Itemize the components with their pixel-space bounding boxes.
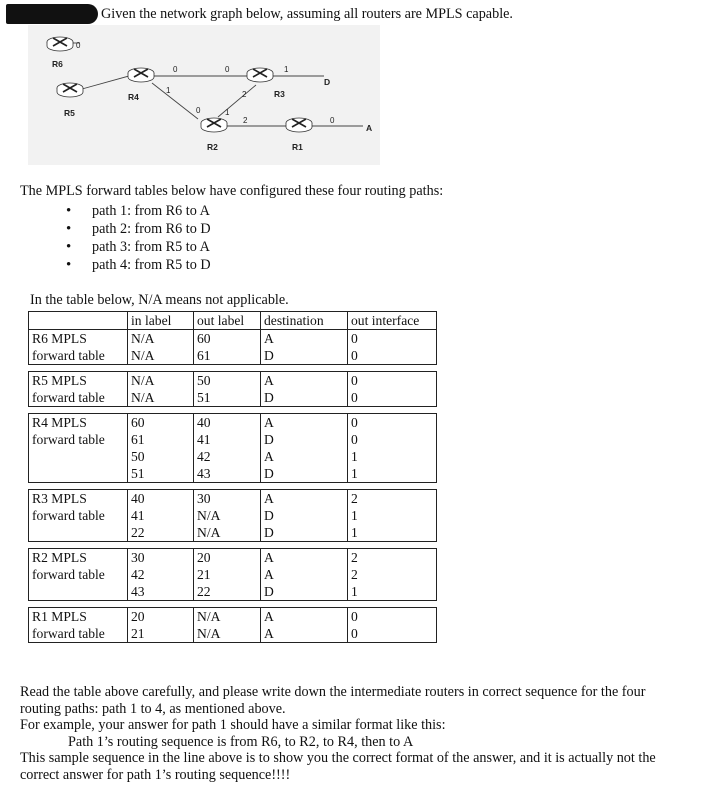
destination-cell <box>261 490 348 542</box>
out-label-value: 61 <box>197 348 211 363</box>
out-interface-cell <box>348 372 437 407</box>
in-label-value: 51 <box>131 466 145 481</box>
table-row <box>29 608 437 643</box>
port-r2-0: 0 <box>196 106 201 115</box>
path-item: • path 3: from R5 to A <box>62 238 211 256</box>
instruction-line: correct answer for path 1’s routing sequence!!!! <box>20 766 291 783</box>
out-interface-value: 0 <box>351 331 358 346</box>
table-row <box>29 414 437 483</box>
router-r4-label: R4 <box>128 92 139 102</box>
network-links <box>72 43 363 126</box>
router-table-name-line: R5 MPLS <box>32 373 87 388</box>
in-label-value: 50 <box>131 449 145 464</box>
in-label-value: N/A <box>131 373 155 388</box>
out-label-value: N/A <box>197 626 221 641</box>
in-label-cell <box>128 608 194 643</box>
destination-value: A <box>264 626 274 641</box>
table-row <box>29 490 437 542</box>
tables-intro: The MPLS forward tables below have configured these four routing paths: <box>20 183 444 199</box>
header-router <box>29 312 128 330</box>
instruction-line: routing paths: path 1 to 4, as mentioned above. <box>20 700 286 717</box>
router-r3 <box>247 68 285 99</box>
out-label-cell <box>194 330 261 365</box>
path-item: • path 1: from R6 to A <box>62 202 211 220</box>
router-r2-label: R2 <box>207 142 218 152</box>
out-interface-value: 1 <box>351 525 358 540</box>
in-label-value: 60 <box>131 415 145 430</box>
port-r3-1: 1 <box>284 65 289 74</box>
instruction-line: This sample sequence in the line above is to show you the correct format of the answer, and it is actually not the <box>20 750 656 766</box>
router-table-name-line: R2 MPLS <box>32 550 87 565</box>
router-r3-label: R3 <box>274 89 285 99</box>
out-interface-cell <box>348 608 437 643</box>
router-table-name-line: R3 MPLS <box>32 491 87 506</box>
instruction-example: Path 1’s routing sequence is from R6, to R2, to R4, then to A <box>68 733 414 750</box>
out-interface-value: 0 <box>351 415 358 430</box>
port-labels <box>76 41 335 125</box>
in-label-value: N/A <box>131 390 155 405</box>
destination-value: D <box>264 508 274 523</box>
out-label-cell <box>194 372 261 407</box>
in-label-cell <box>128 490 194 542</box>
out-interface-value: 0 <box>351 390 358 405</box>
out-interface-cell <box>348 549 437 601</box>
in-label-value: N/A <box>131 348 155 363</box>
in-label-value: 61 <box>131 432 145 447</box>
in-label-cell <box>128 414 194 483</box>
out-label-value: 21 <box>197 567 211 582</box>
table-gap-row <box>29 601 437 608</box>
instructions <box>20 684 656 783</box>
out-interface-value: 0 <box>351 348 358 363</box>
out-label-cell <box>194 414 261 483</box>
out-label-value: N/A <box>197 525 221 540</box>
router-table-name <box>29 414 128 483</box>
out-interface-cell <box>348 330 437 365</box>
destination-value: A <box>264 550 274 565</box>
in-label-cell <box>128 372 194 407</box>
router-table-name-line: forward table <box>32 390 105 405</box>
out-label-value: N/A <box>197 508 221 523</box>
out-label-value: 60 <box>197 331 211 346</box>
router-r5 <box>57 83 83 118</box>
out-interface-value: 0 <box>351 609 358 624</box>
router-table-name-line: R1 MPLS <box>32 609 87 624</box>
destination-cell <box>261 414 348 483</box>
out-label-value: 42 <box>197 449 211 464</box>
table-header-row <box>29 312 437 330</box>
destination-value: A <box>264 373 274 388</box>
out-label-cell <box>194 549 261 601</box>
router-table-name <box>29 549 128 601</box>
port-r4-0: 0 <box>173 65 178 74</box>
destination-value: D <box>264 466 274 481</box>
destination-value: D <box>264 390 274 405</box>
router-table-name <box>29 490 128 542</box>
destination-cell <box>261 330 348 365</box>
network-diagram <box>28 25 380 165</box>
router-table-name-line: R4 MPLS <box>32 415 87 430</box>
table-row <box>29 549 437 601</box>
out-label-value: 40 <box>197 415 211 430</box>
table-gap-row <box>29 407 437 414</box>
router-table-name-line: forward table <box>32 432 105 447</box>
out-label-value: 41 <box>197 432 211 447</box>
destination-value: D <box>264 584 274 599</box>
out-label-value: 22 <box>197 584 211 599</box>
out-interface-value: 0 <box>351 432 358 447</box>
table-gap-row <box>29 542 437 549</box>
out-label-value: 50 <box>197 373 211 388</box>
out-interface-value: 2 <box>351 491 358 506</box>
router-table-name-line: forward table <box>32 567 105 582</box>
destination-value: A <box>264 449 274 464</box>
mpls-forward-table <box>28 311 437 643</box>
in-label-value: 42 <box>131 567 145 582</box>
port-r6-0: 0 <box>76 41 81 50</box>
out-label-cell <box>194 490 261 542</box>
out-interface-value: 0 <box>351 626 358 641</box>
in-label-value: 43 <box>131 584 145 599</box>
destination-value: D <box>264 348 274 363</box>
destination-cell <box>261 608 348 643</box>
port-r3-2: 2 <box>242 90 247 99</box>
destination-value: A <box>264 567 274 582</box>
port-r4-1: 1 <box>166 86 171 95</box>
out-interface-value: 1 <box>351 466 358 481</box>
router-r1-label: R1 <box>292 142 303 152</box>
destination-cell <box>261 549 348 601</box>
router-r2 <box>201 118 227 152</box>
header-in-label: in label <box>128 312 194 330</box>
in-label-value: N/A <box>131 331 155 346</box>
path-list <box>62 202 211 274</box>
out-interface-cell <box>348 414 437 483</box>
in-label-value: 41 <box>131 508 145 523</box>
router-r4 <box>128 68 154 102</box>
destination-a-label: A <box>366 123 373 133</box>
router-table-name <box>29 372 128 407</box>
router-table-name-line: forward table <box>32 508 105 523</box>
path-item: • path 2: from R6 to D <box>62 220 211 238</box>
na-note: In the table below, N/A means not applicable. <box>30 292 289 308</box>
out-label-value: 43 <box>197 466 211 481</box>
in-label-cell <box>128 330 194 365</box>
router-r1 <box>286 118 312 152</box>
out-label-cell <box>194 608 261 643</box>
header-destination: destination <box>261 312 348 330</box>
table-gap-row <box>29 483 437 490</box>
out-label-value: 51 <box>197 390 211 405</box>
destination-value: A <box>264 415 274 430</box>
table-row <box>29 372 437 407</box>
router-table-name <box>29 608 128 643</box>
question-intro: Given the network graph below, assuming all routers are MPLS capable. <box>101 6 513 22</box>
out-label-value: 30 <box>197 491 211 506</box>
destination-value: D <box>264 432 274 447</box>
header-out-label: out label <box>194 312 261 330</box>
in-label-cell <box>128 549 194 601</box>
out-interface-value: 1 <box>351 508 358 523</box>
header-out-interface: out interface <box>348 312 437 330</box>
router-table-name <box>29 330 128 365</box>
out-label-value: N/A <box>197 609 221 624</box>
in-label-value: 22 <box>131 525 145 540</box>
destination-d-label: D <box>324 77 331 87</box>
in-label-value: 40 <box>131 491 145 506</box>
router-table-name-line: R6 MPLS <box>32 331 87 346</box>
path-item: • path 4: from R5 to D <box>62 256 211 274</box>
table-gap-row <box>29 365 437 372</box>
port-r3-0: 0 <box>225 65 230 74</box>
port-r2-1: 1 <box>225 108 230 117</box>
instruction-line: For example, your answer for path 1 should have a similar format like this: <box>20 717 446 733</box>
out-interface-value: 1 <box>351 584 358 599</box>
out-interface-cell <box>348 490 437 542</box>
out-interface-value: 2 <box>351 550 358 565</box>
in-label-value: 21 <box>131 626 145 641</box>
out-interface-value: 0 <box>351 373 358 388</box>
instruction-line: Read the table above carefully, and please write down the intermediate routers in correct sequence for the four <box>20 684 646 700</box>
out-label-value: 20 <box>197 550 211 565</box>
in-label-value: 20 <box>131 609 145 624</box>
port-r2-2: 2 <box>243 116 248 125</box>
router-table-name-line: forward table <box>32 626 105 641</box>
destination-value: A <box>264 609 274 624</box>
port-r1-0: 0 <box>330 116 335 125</box>
router-table-name-line: forward table <box>32 348 105 363</box>
table-row <box>29 330 437 365</box>
network-graph-svg <box>28 25 380 165</box>
destination-value: A <box>264 331 274 346</box>
router-r5-label: R5 <box>64 108 75 118</box>
router-r6 <box>47 37 73 69</box>
destination-value: D <box>264 525 274 540</box>
out-interface-value: 2 <box>351 567 358 582</box>
router-r6-label: R6 <box>52 59 63 69</box>
destination-cell <box>261 372 348 407</box>
destination-value: A <box>264 491 274 506</box>
in-label-value: 30 <box>131 550 145 565</box>
redaction-bar <box>6 4 98 24</box>
out-interface-value: 1 <box>351 449 358 464</box>
